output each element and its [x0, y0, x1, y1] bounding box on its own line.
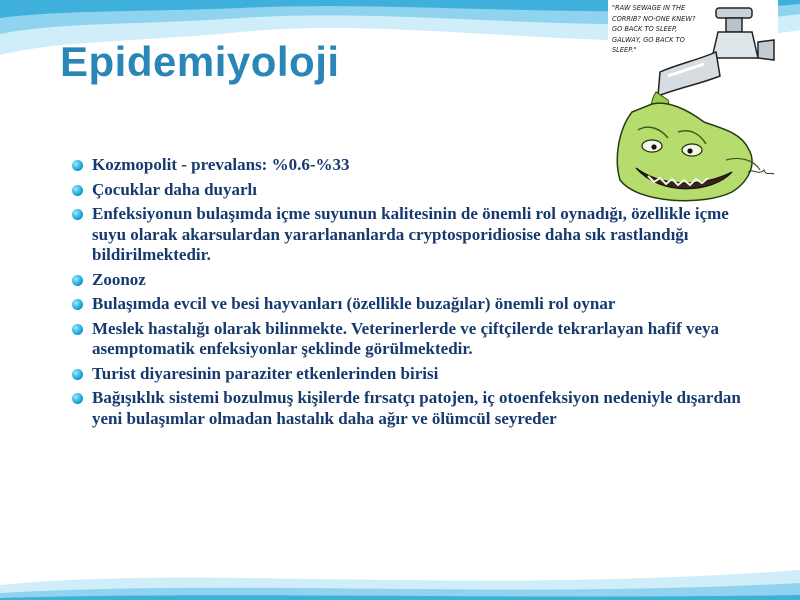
bullet-text: Enfeksiyonun bulaşımda içme suyunun kalitesinin de önemli rol oynadığı, özellikle içme suyu olarak akarsulardan yararlananlarda cryptosporidiosise daha sık rastlandığı bildirilmektedir. — [92, 204, 729, 264]
bullet-item — [70, 319, 750, 360]
cartoon-caption: "RAW SEWAGE IN THE CORRIB? NO-ONE KNEW? GO BACK TO SLEEP, GALWAY, GO BACK TO SLEEP." — [612, 4, 696, 54]
bullet-text: Çocuklar daha duyarlı — [92, 179, 258, 199]
bullet-icon — [72, 209, 83, 220]
bullet-text: Bulaşımda evcil ve besi hayvanları (özellikle buzağılar) önemli rol oynar — [92, 294, 616, 313]
bullet-text: Meslek hastalığı olarak bilinmekte. Veterinerlerde ve çiftçilerde tekrarlayan hafif veya asemptomatik enfeksiyonlar şeklinde görülmektedir. — [92, 318, 719, 358]
bottom-wave-decoration — [0, 555, 800, 600]
bullet-item — [70, 388, 750, 429]
bullet-icon — [72, 275, 83, 286]
bullet-text: Bağışıklık sistemi bozulmuş kişilerde fırsatçı patojen, iç otoenfeksiyon nedeniyle dışardan yeni bulaşımlar olmadan hastalık daha ağır ve ölümcül seyreder — [92, 388, 741, 428]
slide-title: Epidemiyoloji — [60, 38, 340, 85]
bullet-text: Zoonoz — [92, 269, 146, 289]
bullet-text: Turist diyaresinin paraziter etkenlerinden birisi — [92, 363, 439, 383]
bullet-item — [70, 294, 750, 315]
bullet-item — [70, 364, 750, 385]
bullet-item — [70, 180, 750, 201]
bullet-icon — [72, 393, 83, 404]
bullet-icon — [72, 160, 83, 171]
bullet-icon — [72, 185, 83, 196]
bullet-item — [70, 155, 750, 176]
bullet-item — [70, 204, 750, 266]
bullet-text: Kozmopolit - prevalans: %0.6-%33 — [92, 155, 350, 174]
bullet-icon — [72, 369, 83, 380]
bullet-list — [70, 155, 750, 433]
bullet-item — [70, 270, 750, 291]
bullet-icon — [72, 299, 83, 310]
bullet-icon — [72, 324, 83, 335]
